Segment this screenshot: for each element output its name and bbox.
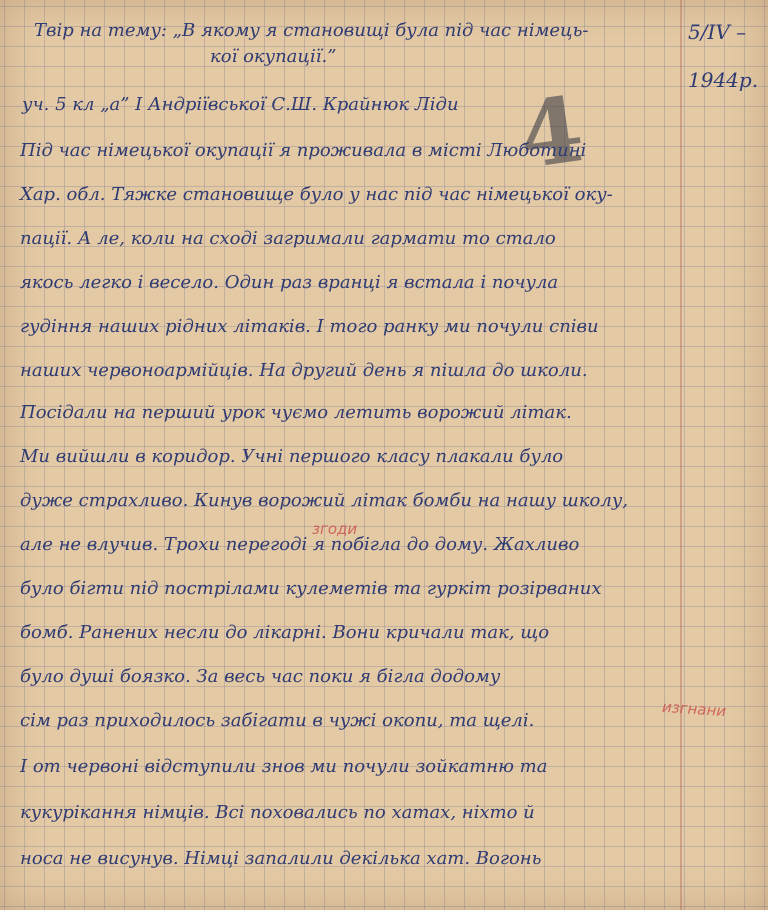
essay-line: наших червоноармійців. На другий день я пішла до школи. <box>20 360 588 381</box>
essay-line: бомб. Ранених несли до лікарні. Вони кричали так, що <box>20 622 550 643</box>
essay-line: Посідали на перший урок чуємо летить ворожий літак. <box>20 402 572 423</box>
essay-line: сім раз приходилось забігати в чужі окопи, та щелі. <box>20 710 535 731</box>
essay-line: було бігти під пострілами кулеметів та гуркіт розірваних <box>20 578 602 599</box>
essay-title-line-1: Твір на тему: „В якому я становищі була під час німець- <box>34 20 589 41</box>
grade-mark: 4 <box>512 76 590 190</box>
page-margin-line <box>680 0 682 910</box>
teacher-margin-note: изгнани <box>661 697 727 721</box>
essay-line: дуже страхливо. Кинув ворожий літак бомби на нашу школу, <box>20 490 629 511</box>
essay-line: якось легко і весело. Один раз вранці я встала і почула <box>20 272 559 293</box>
essay-line: Під час німецької окупації я проживала в місті Люботині <box>20 140 587 161</box>
date-year: 1944р. <box>688 68 759 92</box>
essay-title-line-2: кої окупації.” <box>210 46 337 67</box>
essay-line: але не влучив. Трохи перегоді я побігла до дому. Жахливо <box>20 534 580 555</box>
teacher-correction-note: згоди <box>312 520 358 538</box>
essay-line: кукурікання німців. Всі поховались по хатах, ніхто й <box>20 802 535 823</box>
essay-line: було душі боязко. За весь час поки я бігла додому <box>20 666 501 687</box>
essay-line: Хар. обл. Тяжке становище було у нас під час німецької оку- <box>20 184 613 205</box>
essay-line: Ми вийшли в коридор. Учні першого класу плакали було <box>20 446 564 467</box>
essay-line: носа не висунув. Німці запалили декілька хат. Вогонь <box>20 848 542 869</box>
date-day-month: 5/IV – <box>688 20 747 44</box>
essay-line: гудіння наших рідних літаків. І того ранку ми почули співи <box>20 316 599 337</box>
essay-line: пації. А ле, коли на сході загримали гармати то стало <box>20 228 556 249</box>
essay-line: І от червоні відступили знов ми почули зойкатню та <box>20 756 548 777</box>
essay-author: уч. 5 кл „а” I Андріївської С.Ш. Крайнюк Ліди <box>22 94 459 115</box>
